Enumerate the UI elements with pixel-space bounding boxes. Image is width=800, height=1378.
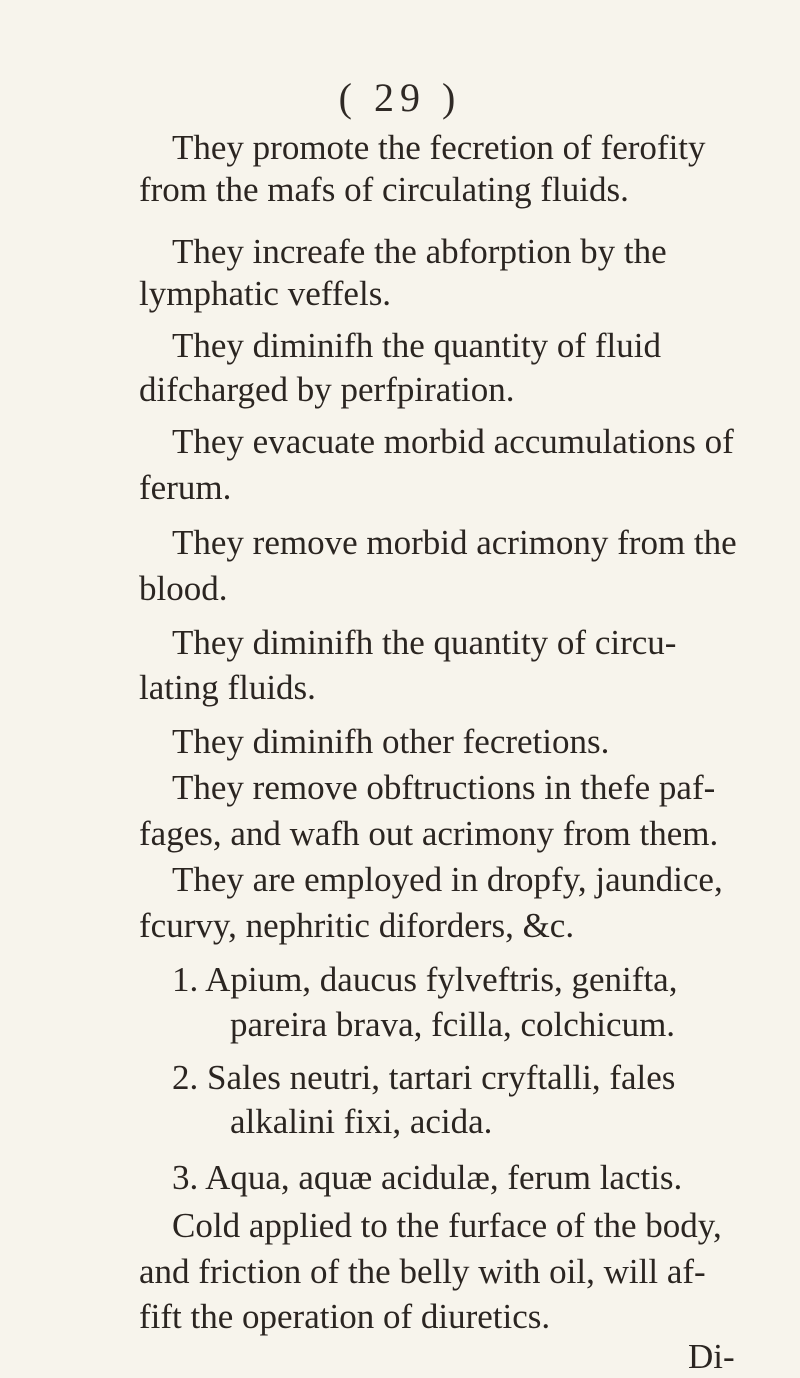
list-item: 1. Apium, daucus fylveftris, genifta, [172,960,678,999]
catchword: Di- [688,1337,735,1376]
text-line: They diminifh the quantity of fluid [172,326,661,365]
text-line: blood. [139,569,228,608]
text-line: ferum. [139,468,232,507]
text-line: and friction of the belly with oil, will af- [139,1252,706,1291]
list-item: 2. Sales neutri, tartari cryftalli, fales [172,1058,676,1097]
text-line: They remove obftructions in thefe paf- [172,768,716,807]
page-number: ( 29 ) [338,75,462,120]
text-line: Cold applied to the furface of the body, [172,1206,722,1245]
text-line: They diminifh the quantity of circu- [172,623,677,662]
text-line: lymphatic veffels. [139,274,392,313]
text-line: They increafe the abforption by the [172,232,667,271]
text-line: They promote the fecretion of ferofity [172,128,706,167]
text-line: difcharged by perfpiration. [139,370,515,409]
text-line: They diminifh other fecretions. [172,722,610,761]
text-line: They are employed in dropfy, jaundice, [172,860,723,899]
text-line: fift the operation of diuretics. [139,1297,551,1336]
text-line: fages, and wafh out acrimony from them. [139,814,719,853]
text-line: from the mafs of circulating fluids. [139,170,629,209]
text-line: pareira brava, fcilla, colchicum. [230,1005,676,1044]
text-line: They remove morbid acrimony from the [172,523,737,562]
text-line: lating fluids. [139,668,316,707]
text-line: alkalini fixi, acida. [230,1102,493,1141]
text-line: They evacuate morbid accumulations of [172,422,734,461]
list-item: 3. Aqua, aquæ acidulæ, ferum lactis. [172,1158,683,1197]
text-line: fcurvy, nephritic diforders, &c. [139,906,575,945]
